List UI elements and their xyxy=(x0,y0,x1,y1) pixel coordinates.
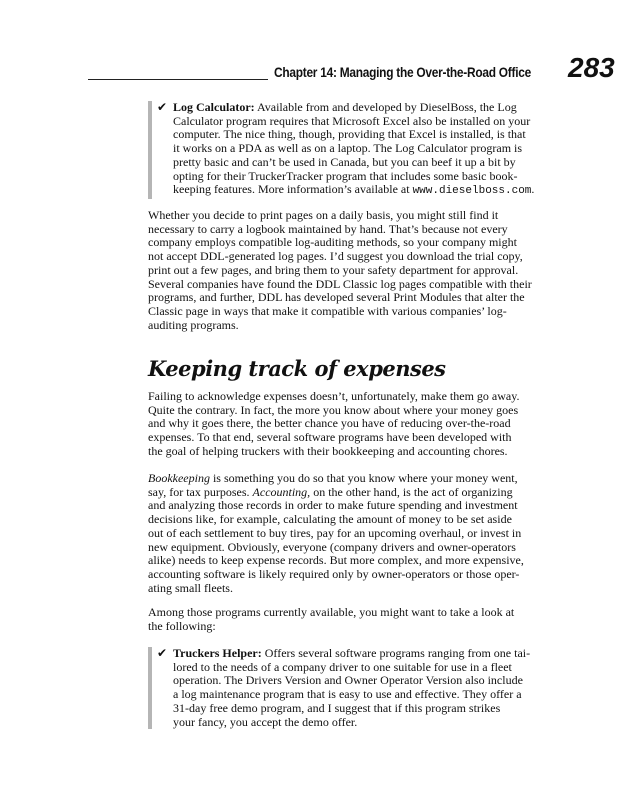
bullet-term: Log Calculator: xyxy=(173,100,255,114)
text-line: opting for their TruckerTracker program that includes some basic book- xyxy=(173,168,518,183)
text-line: Offers several software programs ranging from one tai- xyxy=(261,646,531,660)
text-line: Classic page in ways that make it compatible with various companies’ log- xyxy=(148,303,507,318)
text-line: lored to the needs of a company driver to one suitable for use in a fleet xyxy=(173,659,512,674)
text-line: keeping features. More information’s available at xyxy=(173,182,413,197)
bullet-bar xyxy=(148,647,152,729)
text-line: decisions like, for example, calculating the amount of money to be set aside xyxy=(148,512,512,527)
text-line: and analyzing those records in order to make future spending and investment xyxy=(148,498,518,513)
text-line: company employs compatible log-auditing methods, so your company might xyxy=(148,235,517,250)
text-line: and why it goes there, the better chance you have of reducing over-the-road xyxy=(148,416,511,431)
term-bookkeeping: Bookkeeping xyxy=(148,471,210,485)
text-line: Calculator program requires that Microsoft Excel also be installed on your xyxy=(173,113,531,128)
text-line: alike) needs to keep expense records. But more complex, and more expensive, xyxy=(148,553,524,568)
text-line: out of each settlement to buy tires, pay for an upcoming overhaul, or invest in xyxy=(148,525,522,540)
bullet-term: Truckers Helper: xyxy=(173,646,262,660)
term-accounting: Accounting, xyxy=(252,484,311,499)
bullet-truckers-helper xyxy=(148,647,558,729)
text-line: Several companies have found the DDL Classic log pages compatible with their xyxy=(148,276,532,291)
text-line: on the other hand, is the act of organizing xyxy=(310,484,513,499)
paragraph-programs xyxy=(148,606,558,633)
text-line: Available from and developed by DieselBoss, the Log xyxy=(254,100,517,114)
text-line: it works on a PDA as well as on a laptop. The Log Calculator program is xyxy=(173,141,523,156)
text-line: ating small fleets. xyxy=(148,580,233,595)
text-line: . xyxy=(531,182,535,197)
text-line: accounting software is likely required only by owner-operators or those oper- xyxy=(148,566,520,581)
text-line: pretty basic and can’t be used in Canada, but you can beef it up a bit by xyxy=(173,154,516,169)
check-icon: ✔ xyxy=(157,100,168,114)
text-line: computer. The nice thing, though, providing that Excel is installed, is that xyxy=(173,127,526,142)
paragraph-logbook xyxy=(148,209,558,332)
text-line: 31-day free demo program, and I suggest that if this program strikes xyxy=(173,700,501,715)
page-number: 283 xyxy=(568,52,615,83)
text-line: your fancy, you accept the demo offer. xyxy=(173,714,358,729)
bullet-bar xyxy=(148,101,152,199)
chapter-title: Chapter 14: Managing the Over-the-Road Office xyxy=(274,64,531,80)
text-line: say, for tax purposes. xyxy=(148,484,253,499)
text-line: Among those programs currently available, you might want to take a look at xyxy=(148,605,515,619)
url-link[interactable]: www.dieselboss.com xyxy=(412,185,532,198)
header-rule xyxy=(88,79,268,80)
bullet-log-calculator xyxy=(148,101,558,199)
text-line: print out a few pages, and bring them to your safety department for approval. xyxy=(148,262,519,277)
text-line: operation. The Drivers Version and Owner Operator Version also include xyxy=(173,673,523,688)
section-heading: Keeping track of expenses xyxy=(148,356,446,381)
text-line: a log maintenance program that is easy to use and effective. They offer a xyxy=(173,687,522,702)
text-line: Whether you decide to print pages on a daily basis, you might still find it xyxy=(148,208,499,222)
text-line: the following: xyxy=(148,618,216,633)
text-line: Quite the contrary. In fact, the more you know about where your money goes xyxy=(148,402,519,417)
check-icon: ✔ xyxy=(157,646,168,660)
text-line: not accept DDL-generated log pages. I’d suggest you download the trial copy, xyxy=(148,249,523,264)
text-line: the goal of helping truckers with their bookkeeping and accounting chores. xyxy=(148,443,508,458)
text-line: auditing programs. xyxy=(148,317,239,332)
paragraph-expenses xyxy=(148,390,558,459)
text-line: necessary to carry a logbook maintained by hand. That’s because not every xyxy=(148,221,508,236)
text-line: expenses. To that end, several software programs have been developed with xyxy=(148,430,512,445)
text-line: is something you do so that you know where your money went, xyxy=(209,471,518,485)
text-line: Failing to acknowledge expenses doesn’t, unfortunately, make them go away. xyxy=(148,389,520,403)
paragraph-bookkeeping xyxy=(148,472,558,595)
text-line: new equipment. Obviously, everyone (company drivers and owner-operators xyxy=(148,539,516,554)
text-line: programs, and further, DDL has developed several Print Modules that alter the xyxy=(148,290,525,305)
